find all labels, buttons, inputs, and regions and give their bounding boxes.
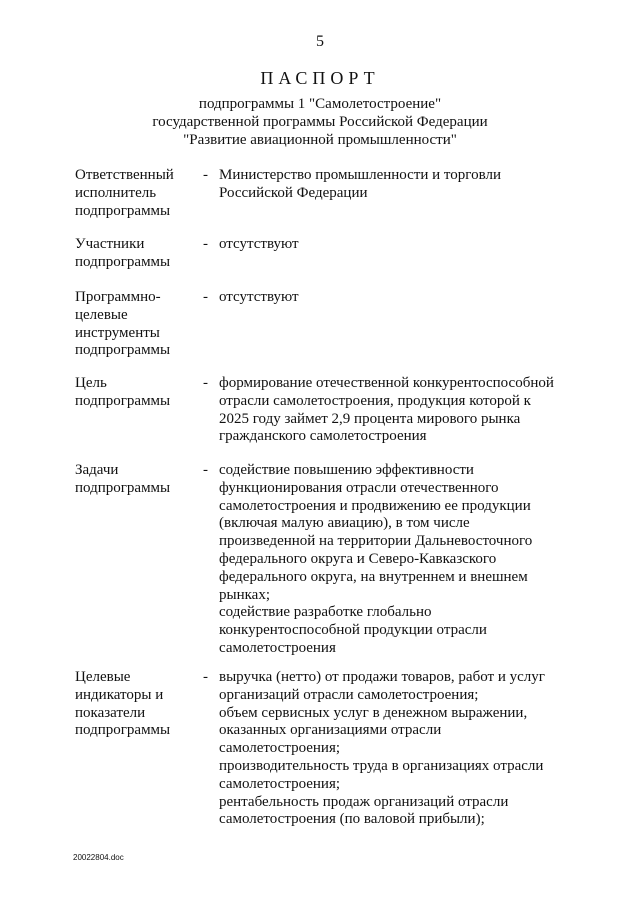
row-value-line: произведенной на территории Дальневосточного bbox=[219, 533, 533, 550]
page-number: 5 bbox=[316, 33, 324, 50]
row-value-line: рентабельность продаж организаций отрасли bbox=[219, 793, 509, 810]
row-label-line: индикаторы и bbox=[75, 686, 164, 703]
row-label-line: подпрограммы bbox=[75, 342, 171, 359]
row-value-line: самолетостроения; bbox=[219, 740, 341, 757]
row-label-line: Программно- bbox=[75, 289, 161, 305]
subtitle bbox=[0, 95, 640, 149]
row-value-line: рынках; bbox=[219, 586, 270, 603]
row-value-line: производительность труда в организациях отрасли bbox=[219, 757, 544, 774]
row-value bbox=[219, 669, 579, 829]
row-value-line: содействие разработке глобально bbox=[219, 604, 432, 621]
row-label-line: подпрограммы bbox=[75, 479, 171, 496]
subtitle-line: "Развитие авиационной промышленности" bbox=[183, 132, 457, 148]
footer-doc-id: 20022804.doc bbox=[73, 853, 124, 862]
row-value-line: (включая малую авиацию), в том числе bbox=[219, 515, 470, 532]
row-value bbox=[219, 462, 579, 658]
row-value-line: формирование отечественной конкурентоспособной bbox=[219, 375, 554, 391]
row-label-line: Целевые bbox=[75, 669, 131, 685]
row-value-line: отрасли самолетостроения, продукция которой к bbox=[219, 392, 531, 409]
row-label bbox=[75, 669, 197, 740]
row-label-line: подпрограммы bbox=[75, 392, 171, 409]
row-dash: - bbox=[203, 375, 208, 391]
row-value-line: Министерство промышленности и торговли bbox=[219, 167, 501, 183]
row-label-line: показатели bbox=[75, 704, 146, 721]
row-value-line: Российской Федерации bbox=[219, 184, 368, 201]
passport-title: ПАСПОРТ bbox=[260, 68, 380, 88]
row-value-line: конкурентоспособной продукции отрасли bbox=[219, 622, 487, 639]
row-value bbox=[219, 167, 579, 203]
row-value-line: объем сервисных услуг в денежном выражении, bbox=[219, 704, 528, 721]
row-dash: - bbox=[203, 167, 208, 183]
row-value-line: самолетостроения (по валовой прибыли); bbox=[219, 811, 485, 828]
row-label-line: Ответственный bbox=[75, 167, 174, 183]
row-label-line: исполнитель bbox=[75, 184, 157, 201]
row-label-line: инструменты bbox=[75, 324, 160, 341]
subtitle-line: подпрограммы 1 "Самолетостроение" bbox=[198, 96, 442, 112]
row-value-line: федерального округа, на внутреннем и внешнем bbox=[219, 568, 528, 585]
row-label bbox=[75, 167, 197, 220]
row-dash: - bbox=[203, 289, 208, 305]
row-value bbox=[219, 289, 579, 307]
row-label-line: целевые bbox=[75, 306, 128, 323]
row-dash: - bbox=[203, 669, 208, 685]
row-value-line: выручка (нетто) от продажи товаров, работ и услуг bbox=[219, 669, 545, 685]
subtitle-line: государственной программы Российской Федерации bbox=[152, 114, 488, 130]
row-value bbox=[219, 236, 579, 254]
row-label-line: Участники bbox=[75, 236, 145, 252]
row-value-line: отсутствуют bbox=[219, 289, 299, 305]
row-label bbox=[75, 289, 197, 360]
row-label bbox=[75, 462, 197, 498]
row-label-line: подпрограммы bbox=[75, 722, 171, 739]
row-value-line: функционирования отрасли отечественного bbox=[219, 479, 499, 496]
row-label bbox=[75, 236, 197, 272]
row-label-line: подпрограммы bbox=[75, 202, 171, 219]
row-value-line: самолетостроения; bbox=[219, 775, 341, 792]
row-label-line: Цель bbox=[75, 375, 107, 391]
row-dash: - bbox=[203, 462, 208, 478]
row-label-line: Задачи bbox=[75, 462, 119, 478]
row-value-line: оказанных организациями отрасли bbox=[219, 722, 442, 739]
row-value-line: организаций отрасли самолетостроения; bbox=[219, 686, 479, 703]
row-label-line: подпрограммы bbox=[75, 253, 171, 270]
row-value bbox=[219, 375, 579, 446]
row-dash: - bbox=[203, 236, 208, 252]
row-value-line: содействие повышению эффективности bbox=[219, 462, 474, 478]
row-label bbox=[75, 375, 197, 411]
row-value-line: 2025 году займет 2,9 процента мирового рынка bbox=[219, 410, 521, 427]
row-value-line: отсутствуют bbox=[219, 236, 299, 252]
row-value-line: самолетостроения и продвижению ее продукции bbox=[219, 497, 531, 514]
row-value-line: самолетостроения bbox=[219, 639, 336, 656]
row-value-line: гражданского самолетостроения bbox=[219, 428, 427, 445]
row-value-line: федерального округа и Северо-Кавказского bbox=[219, 550, 497, 567]
